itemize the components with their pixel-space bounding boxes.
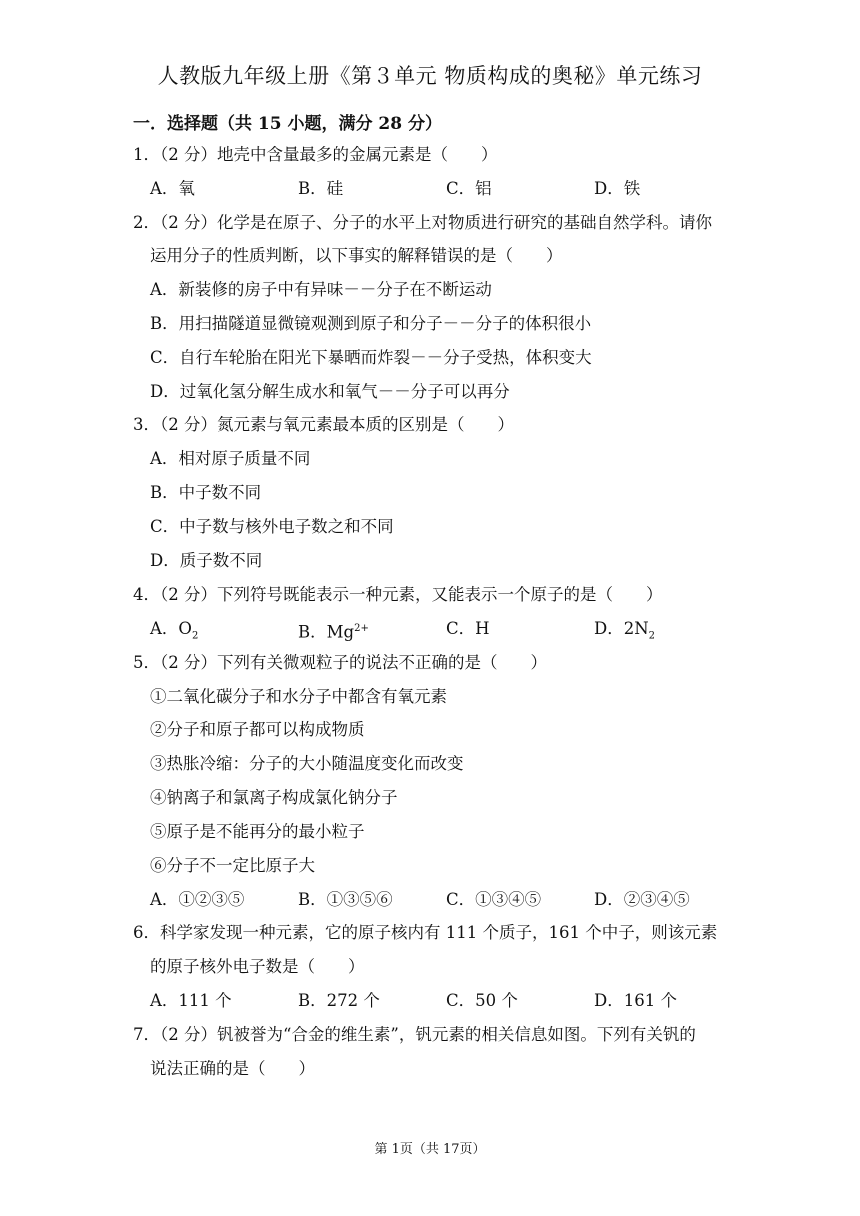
q6-option-a: A．111 个 (150, 991, 232, 1010)
q3-option-b: B．中子数不同 (150, 483, 262, 502)
q1-option-b: B．硅 (298, 179, 344, 198)
question-5-stem: 5．（2 分）下列有关微观粒子的说法不正确的是（ ） (133, 653, 547, 672)
question-7-stem-line2: 说法正确的是（ ） (150, 1059, 315, 1078)
question-7-stem-line1: 7．（2 分）钒被誉为“合金的维生素”，钒元素的相关信息如图。下列有关钒的 (133, 1025, 696, 1044)
q2-option-a: A．新装修的房子中有异味－－分子在不断运动 (150, 280, 492, 299)
page-footer: 第 1页（共 17页） (374, 1142, 486, 1157)
question-2-stem-line1: 2．（2 分）化学是在原子、分子的水平上对物质进行研究的基础自然学科。请你 (133, 213, 712, 232)
q6-option-c: C．50 个 (446, 991, 518, 1010)
q5-statement-5: ⑤原子是不能再分的最小粒子 (150, 822, 365, 841)
q5-statement-6: ⑥分子不一定比原子大 (150, 856, 315, 875)
q4-option-d: D．$2N_2$ (594, 619, 656, 642)
q2-option-b: B．用扫描隧道显微镜观测到原子和分子－－分子的体积很小 (150, 314, 592, 333)
q3-option-d: D．质子数不同 (150, 551, 263, 570)
q1-option-c: C．铝 (446, 179, 492, 198)
q1-option-d: D．铁 (594, 179, 641, 198)
q5-statement-2: ②分子和原子都可以构成物质 (150, 720, 365, 739)
question-3-stem: 3．（2 分）氮元素与氧元素最本质的区别是（ ） (133, 415, 514, 434)
question-4-stem: 4．（2 分）下列符号既能表示一种元素，又能表示一个原子的是（ ） (133, 585, 663, 604)
q5-statement-1: ①二氧化碳分子和水分子中都含有氧元素 (150, 687, 447, 706)
q2-option-d: D．过氧化氢分解生成水和氧气－－分子可以再分 (150, 382, 510, 401)
q1-option-a: A．氧 (150, 179, 195, 198)
question-2-stem-line2: 运用分子的性质判断，以下事实的解释错误的是（ ） (150, 246, 563, 265)
q4-option-a: A．$O_2$ (150, 619, 199, 642)
q4-option-c: C．H (446, 619, 490, 638)
q2-option-c: C．自行车轮胎在阳光下暴晒而炸裂－－分子受热，体积变大 (150, 348, 592, 367)
q5-option-a: A．①②③⑤ (150, 890, 245, 909)
question-6-stem-line2: 的原子核外电子数是（ ） (150, 957, 365, 976)
q3-option-a: A．相对原子质量不同 (150, 449, 311, 468)
document-title: 人教版九年级上册《第３单元 物质构成的奥秘》单元练习 (157, 64, 703, 88)
q3-option-c: C．中子数与核外电子数之和不同 (150, 517, 394, 536)
section-heading: 一．选择题（共 15 小题，满分 28 分） (133, 114, 442, 134)
q6-option-b: B．272 个 (298, 991, 380, 1010)
question-6-stem-line1: 6．科学家发现一种元素，它的原子核内有 111 个质子，161 个中子，则该元素 (133, 923, 718, 942)
q5-statement-3: ③热胀冷缩：分子的大小随温度变化而改变 (150, 754, 464, 773)
q6-option-d: D．161 个 (594, 991, 677, 1010)
q5-option-b: B．①③⑤⑥ (298, 890, 393, 909)
question-1-stem: 1．（2 分）地壳中含量最多的金属元素是（ ） (133, 145, 498, 164)
q5-option-d: D．②③④⑤ (594, 890, 690, 909)
q5-option-c: C．①③④⑤ (446, 890, 542, 909)
q5-statement-4: ④钠离子和氯离子构成氯化钠分子 (150, 788, 398, 807)
q4-option-b: B．$Mg^{2+}$ (298, 622, 369, 642)
